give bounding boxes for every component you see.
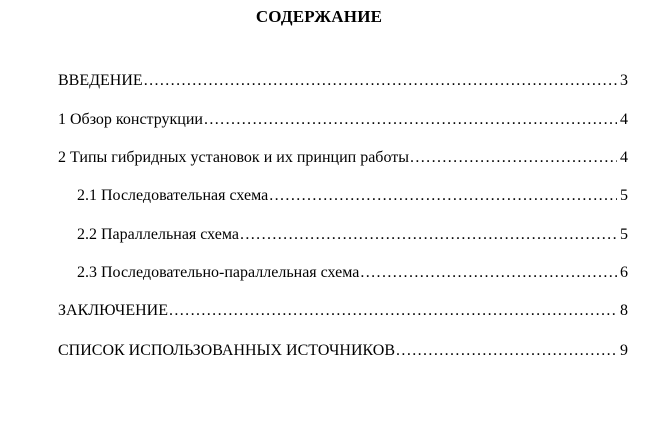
toc-dot-leader [396, 341, 617, 361]
toc-entry-label: 2.1 Последовательная схема [77, 187, 269, 204]
toc-dot-leader [144, 71, 617, 91]
toc-entry-section-2-3 [77, 263, 628, 283]
toc-page-number: 3 [620, 72, 628, 89]
toc-entry-label: 2 Типы гибридных установок и их принцип работы [58, 149, 409, 166]
toc-dot-leader [169, 301, 617, 321]
toc-entry-section-2 [58, 148, 628, 168]
toc-entry-introduction [58, 71, 628, 91]
toc-page-number: 8 [620, 302, 628, 319]
toc-dot-leader [240, 225, 617, 245]
toc-dot-leader [410, 148, 617, 168]
toc-entry-label: 1 Обзор конструкции [58, 111, 203, 128]
toc-dot-leader [360, 263, 617, 283]
toc-entry-label: 2.2 Параллельная схема [77, 226, 239, 243]
toc-dot-leader [269, 186, 617, 206]
toc-page-number: 4 [620, 149, 628, 166]
toc-entry-section-1 [58, 110, 628, 130]
toc-page-number: 4 [620, 111, 628, 128]
toc-entry-conclusion [58, 301, 628, 321]
toc-page-number: 5 [620, 187, 628, 204]
toc-page-number: 5 [620, 226, 628, 243]
toc-entry-label: ВВЕДЕНИЕ [58, 72, 143, 89]
toc-page-number: 9 [620, 342, 628, 359]
toc-entry-references [58, 341, 628, 361]
toc-entry-label: ЗАКЛЮЧЕНИЕ [58, 302, 168, 319]
toc-title: СОДЕРЖАНИЕ [255, 7, 383, 26]
toc-entry-section-2-1 [77, 186, 628, 206]
toc-page-number: 6 [620, 264, 628, 281]
toc-entry-label: СПИСОК ИСПОЛЬЗОВАННЫХ ИСТОЧНИКОВ [58, 342, 396, 359]
toc-entry-label: 2.3 Последовательно-параллельная схема [77, 264, 360, 281]
toc-entry-section-2-2 [77, 225, 628, 245]
toc-dot-leader [204, 110, 617, 130]
